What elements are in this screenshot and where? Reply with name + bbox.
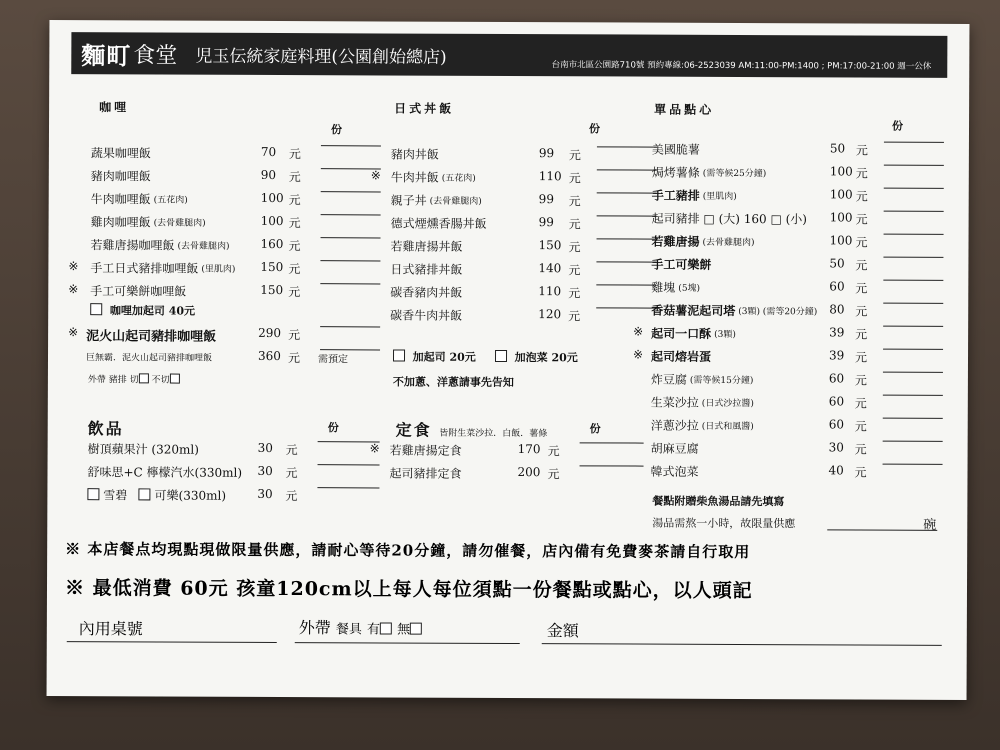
amount-label: 金額	[546, 621, 579, 641]
amount-field[interactable]	[542, 643, 942, 646]
list-item	[634, 187, 944, 208]
item-note: (日式沙拉醬)	[701, 398, 754, 410]
item-unit: 元	[547, 444, 560, 459]
soda-options	[87, 486, 226, 504]
item-name: 日式豬排丼飯	[390, 262, 463, 277]
item-price: 360	[257, 348, 281, 364]
portion-header-snacks: 份	[891, 119, 904, 133]
item-price: 40	[828, 463, 844, 478]
item-note: (去骨雞腿肉)	[702, 237, 755, 249]
item-name: 香菇薯泥起司塔	[651, 303, 736, 318]
curry-title: 咖哩	[99, 100, 130, 115]
item-price: 150	[260, 259, 284, 275]
item-price: 60	[828, 394, 845, 409]
item-price: 99	[538, 215, 554, 230]
takeout-underline	[295, 642, 520, 644]
quantity-line[interactable]	[883, 418, 943, 419]
list-item	[633, 394, 943, 415]
list-item	[67, 463, 367, 484]
list-item	[633, 302, 943, 323]
item-name: 泥火山起司豬排咖哩飯	[86, 329, 217, 345]
list-item	[371, 168, 631, 189]
addon-cheese-label: 加起司 20元	[412, 350, 476, 364]
utensils-label: 餐具	[335, 622, 362, 638]
item-unit: 元	[568, 286, 581, 301]
item-unit: 元	[288, 170, 301, 185]
item-unit: 元	[568, 309, 581, 324]
item-price: 99	[538, 192, 555, 207]
list-item	[634, 141, 944, 162]
item-unit: 元	[855, 212, 868, 227]
item-price: 110	[538, 284, 562, 299]
checkbox[interactable]	[495, 350, 507, 362]
nocut-label: 不切	[151, 375, 170, 386]
item-price: 30	[257, 486, 273, 501]
item-price: 50	[829, 141, 846, 156]
item-name: 牛肉丼飯	[390, 170, 439, 185]
quantity-line[interactable]	[883, 326, 943, 327]
menu-sheet	[47, 20, 970, 700]
donburi-title: 日式丼飯	[394, 101, 455, 116]
item-price: 80	[829, 302, 845, 317]
item-unit: 元	[288, 216, 301, 231]
list-item	[633, 371, 943, 392]
item-price: 100	[829, 210, 853, 225]
list-item	[633, 440, 943, 461]
item-note: (日式和風醬)	[701, 421, 754, 433]
item-unit: 元	[285, 466, 298, 481]
quantity-line[interactable]	[883, 464, 943, 465]
quantity-line[interactable]	[884, 234, 944, 235]
quantity-line[interactable]	[580, 442, 644, 443]
list-item	[68, 325, 368, 346]
item-price: 150	[260, 282, 284, 298]
checkbox[interactable]	[410, 623, 422, 635]
item-price: 110	[538, 169, 562, 184]
curry-cheese-addon	[90, 302, 195, 318]
item-unit: 元	[855, 166, 868, 181]
recommend-mark: ※	[633, 324, 644, 339]
list-item	[633, 348, 943, 369]
takeout-label: 外帶	[298, 618, 331, 638]
item-unit: 元	[855, 189, 868, 204]
recommend-mark: ※	[68, 259, 79, 274]
item-price: 60	[828, 371, 845, 386]
item-name: 牛肉咖哩飯	[90, 192, 151, 207]
recommend-mark: ※	[68, 282, 79, 297]
addon-kimchi-label: 加泡菜 20元	[514, 351, 578, 365]
item-price: 140	[538, 261, 562, 276]
brand-name: 麵町	[81, 40, 132, 70]
takeout-field	[299, 615, 422, 639]
takeout-cut-option	[88, 372, 180, 385]
list-item	[68, 282, 368, 303]
quantity-line[interactable]	[884, 165, 944, 166]
utensils-no: 無	[397, 622, 411, 638]
item-unit: 元	[288, 285, 301, 300]
list-item	[632, 463, 942, 484]
item-unit: 元	[568, 148, 581, 163]
item-unit: 元	[288, 193, 301, 208]
quantity-line[interactable]	[884, 188, 944, 189]
item-name: 若雞唐揚丼飯	[390, 239, 463, 254]
checkbox[interactable]	[170, 374, 180, 384]
list-item	[68, 440, 368, 461]
item-unit: 元	[855, 143, 868, 158]
item-unit: 元	[855, 258, 868, 273]
item-unit: 元	[288, 328, 301, 343]
item-price: 30	[828, 440, 844, 455]
portion-header-set: 份	[589, 422, 601, 436]
item-name: 洋蔥沙拉	[650, 418, 699, 433]
item-unit: 元	[568, 194, 581, 209]
item-name: 起司一口酥	[651, 326, 712, 341]
item-unit: 元	[287, 351, 301, 366]
item-name: 碳香豬肉丼飯	[390, 285, 463, 300]
item-name: 手工日式豬排咖哩飯	[90, 261, 199, 276]
table-number-label: 內用桌號	[78, 619, 143, 639]
item-price: 60	[829, 279, 845, 294]
checkbox[interactable]	[380, 622, 392, 634]
item-name: 起司豬排定食	[389, 466, 462, 481]
item-unit: 元	[288, 262, 301, 277]
list-item	[371, 191, 631, 212]
list-item	[68, 259, 368, 280]
item-name: 豬肉咖哩飯	[90, 169, 151, 184]
item-note: (里肌肉)	[201, 264, 236, 275]
list-item	[370, 260, 630, 281]
item-unit: 元	[855, 235, 868, 250]
list-item	[633, 256, 943, 277]
item-price: 39	[828, 348, 845, 363]
soup-note: 湯品需熬一小時，故限量供應	[652, 516, 796, 531]
list-item	[370, 441, 630, 462]
item-price: 39	[829, 325, 845, 340]
soup-quantity-line[interactable]	[827, 529, 937, 530]
item-note: (需等候25分鐘)	[702, 168, 767, 180]
list-item	[371, 145, 631, 166]
item-unit: 元	[285, 489, 298, 504]
quantity-line[interactable]	[883, 280, 943, 281]
list-item	[69, 144, 369, 165]
item-unit: 元	[855, 304, 868, 319]
list-item	[370, 306, 630, 327]
drinks-title: 飲品	[87, 419, 124, 439]
item-price: 70	[260, 144, 277, 159]
item-note: (里肌肉)	[702, 191, 737, 202]
item-note: (3顆)	[714, 329, 736, 340]
brand-subtitle: 食堂	[133, 42, 178, 69]
cola-label: 可樂(330ml)	[154, 488, 227, 503]
list-item	[69, 167, 369, 188]
utensils-yes: 有	[367, 622, 381, 638]
item-name: 若雞唐揚定食	[389, 443, 462, 458]
checkbox[interactable]	[90, 303, 102, 315]
portion-header-donburi: 份	[588, 122, 601, 136]
list-item	[68, 236, 368, 257]
quantity-line[interactable]	[883, 372, 943, 373]
item-unit: 元	[854, 396, 867, 411]
reservation-note: 需預定	[317, 354, 349, 366]
min-charge-notice: ※ 最低消費 60元 孩童120cm以上每人每位須點一份餐點或點心，以人頭記	[64, 577, 753, 603]
item-price: 50	[829, 256, 845, 271]
item-name: 若雞唐揚咖哩飯	[90, 238, 175, 253]
recommend-mark: ※	[370, 168, 381, 183]
list-item	[633, 417, 943, 438]
item-price: 60	[828, 417, 845, 432]
item-name: 生菜沙拉	[650, 395, 699, 410]
tagline: 児玉伝統家庭料理(公園創始總店)	[195, 46, 447, 68]
list-item	[634, 210, 944, 231]
checkbox[interactable]	[139, 488, 151, 500]
item-name: 德式煙燻香腸丼飯	[390, 216, 487, 231]
quantity-line[interactable]	[883, 257, 943, 258]
checkbox[interactable]	[139, 373, 149, 383]
item-unit: 元	[568, 171, 581, 186]
item-note: (五花肉)	[153, 195, 188, 206]
quantity-line[interactable]	[317, 487, 379, 488]
list-item	[370, 283, 630, 304]
item-price: 30	[257, 440, 273, 455]
item-price: 100	[260, 190, 284, 206]
item-unit: 元	[855, 327, 868, 342]
portion-header-drinks: 份	[327, 421, 339, 435]
item-note: (五花肉)	[441, 173, 476, 184]
item-name: 樹頂蘋果汁 (320ml)	[87, 442, 199, 457]
quantity-line[interactable]	[883, 349, 943, 350]
list-item	[633, 325, 943, 346]
item-name: 巨無霸．泥火山起司豬排咖哩飯	[85, 353, 213, 364]
item-name: 胡麻豆腐	[650, 441, 699, 456]
list-item	[69, 190, 369, 211]
item-note: (5塊)	[678, 283, 701, 294]
item-note: (需等候15分鐘)	[689, 375, 754, 387]
item-price: 170	[517, 442, 541, 457]
item-price: 100	[260, 213, 284, 229]
item-note: (去骨雞腿肉)	[153, 218, 206, 229]
item-note: (去骨雞腿肉)	[177, 241, 230, 252]
item-price: 200	[517, 465, 541, 480]
item-name: 舒味思+C 檸檬汽水(330ml)	[87, 465, 243, 480]
checkbox[interactable]	[393, 349, 405, 361]
header-bar	[71, 32, 947, 78]
item-name: 起司豬排 □ (大) 160 □ (小)	[651, 211, 808, 227]
donburi-addons	[393, 348, 578, 365]
soup-unit: 碗	[923, 517, 937, 533]
item-name: 雞肉咖哩飯	[90, 215, 151, 230]
item-name: 美國脆薯	[651, 142, 700, 157]
item-name: 雞塊	[651, 280, 676, 295]
list-item	[634, 164, 944, 185]
quantity-line[interactable]	[580, 465, 644, 466]
item-name: 手工可樂餅咖哩飯	[90, 284, 187, 299]
cheese-addon-label: 咖哩加起司 40元	[109, 304, 196, 318]
list-item	[68, 348, 368, 369]
list-item	[633, 233, 943, 254]
quantity-line[interactable]	[883, 395, 943, 396]
item-unit: 元	[568, 217, 581, 232]
item-name: 韓式泡菜	[650, 464, 699, 479]
quantity-line[interactable]	[883, 303, 943, 304]
item-unit: 元	[854, 350, 868, 365]
item-unit: 元	[285, 443, 298, 458]
item-name: 親子丼	[390, 193, 427, 208]
item-price: 30	[257, 463, 273, 478]
takeout-label: 外帶 豬排	[87, 375, 127, 386]
recommend-mark: ※	[632, 347, 644, 362]
item-name: 若雞唐揚	[651, 234, 700, 249]
item-price: 120	[538, 307, 562, 322]
item-price: 150	[538, 238, 562, 253]
soup-title: 餐點附贈柴魚湯品請先填寫	[652, 494, 785, 509]
item-name: 炸豆腐	[650, 372, 687, 387]
list-item	[69, 213, 369, 234]
set-meal-title	[396, 418, 548, 442]
item-unit: 元	[854, 419, 867, 434]
item-unit: 元	[568, 240, 581, 255]
item-note: (去骨雞腿肉)	[429, 196, 482, 207]
portion-header-curry: 份	[330, 123, 343, 137]
list-item	[67, 486, 367, 507]
item-name: 豬肉丼飯	[390, 147, 439, 162]
item-price: 100	[829, 233, 853, 248]
no-onion-note: 不加蔥、洋蔥請事先告知	[392, 375, 514, 390]
sprite-label: 雪碧	[103, 488, 128, 503]
store-info: 台南市北區公園路710號 預約專線:06-2523039 AM:11:00-PM:1400 ; PM:17:00-21:00 週一公休	[551, 60, 932, 72]
wait-notice: ※ 本店餐点均現點現做限量供應，請耐心等待20分鐘，請勿催餐，店內備有免費麥茶請自行取用	[65, 540, 751, 562]
table-number-field[interactable]	[67, 641, 277, 643]
cut-label: 切	[129, 375, 139, 386]
item-unit: 元	[568, 263, 581, 278]
item-name: 起司熔岩蛋	[650, 349, 712, 364]
item-unit: 元	[854, 442, 867, 457]
item-name: 手工豬排	[651, 188, 700, 203]
item-price: 160	[260, 236, 284, 252]
list-item	[633, 279, 943, 300]
quantity-line[interactable]	[884, 142, 944, 143]
item-note: (3顆) (需等20分鐘)	[738, 307, 818, 318]
set-meal-note: 皆附生菜沙拉．白飯．薯條	[439, 428, 548, 440]
snacks-title: 單品點心	[654, 102, 715, 117]
item-unit: 元	[288, 239, 301, 254]
item-unit: 元	[854, 373, 867, 388]
list-item	[370, 237, 630, 258]
recommend-mark: ※	[369, 441, 380, 456]
quantity-line[interactable]	[884, 211, 944, 212]
item-name: 手工可樂餅	[651, 257, 712, 272]
item-price: 90	[260, 167, 277, 182]
item-unit: 元	[854, 465, 867, 480]
item-name: 蔬果咖哩飯	[90, 146, 151, 161]
set-meal-label: 定食	[395, 420, 432, 440]
item-unit: 元	[288, 147, 301, 162]
item-unit: 元	[855, 281, 868, 296]
item-name: 碳香牛肉丼飯	[390, 308, 463, 323]
item-price: 290	[258, 325, 282, 341]
quantity-line[interactable]	[883, 441, 943, 442]
item-price: 100	[829, 187, 853, 202]
recommend-mark: ※	[68, 325, 79, 340]
checkbox[interactable]	[87, 488, 99, 500]
item-name: 焗烤薯條	[651, 165, 700, 180]
item-unit: 元	[547, 467, 560, 482]
list-item	[371, 214, 631, 235]
item-price: 99	[538, 146, 555, 161]
item-price: 100	[829, 164, 853, 179]
list-item	[369, 464, 629, 485]
